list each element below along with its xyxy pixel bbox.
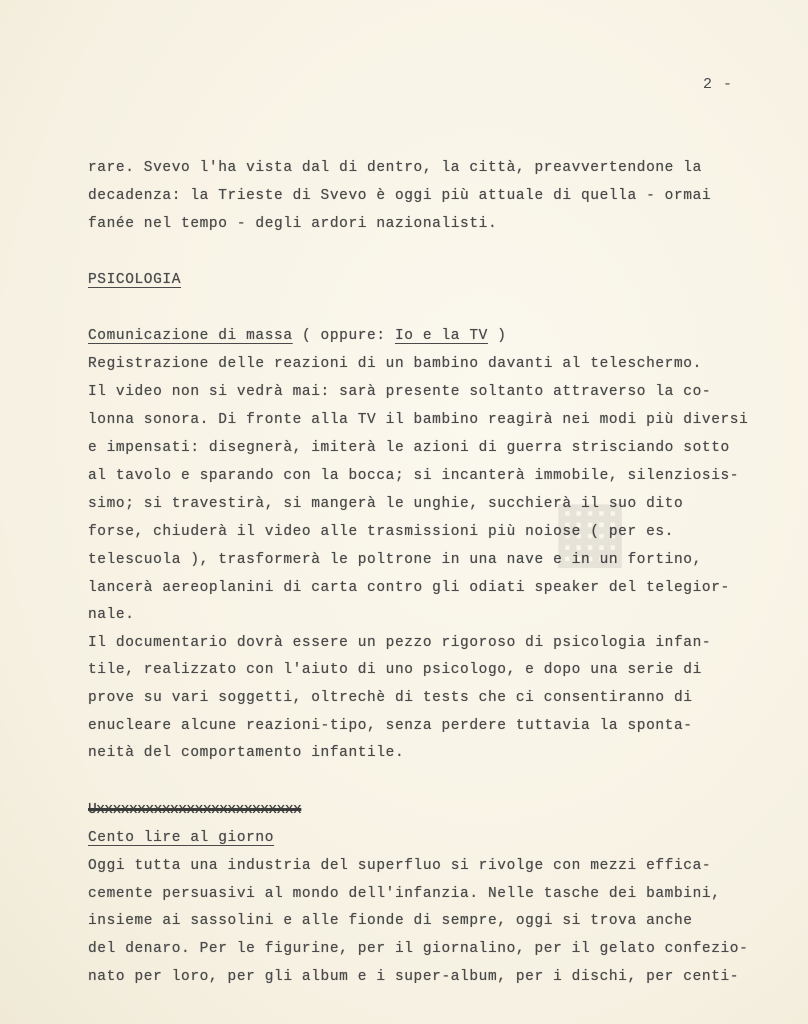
topic-heading	[88, 326, 507, 346]
body-line: lancerà aereoplanini di carta contro gli odiati speaker del telegior-	[88, 580, 730, 596]
body-line: prove su vari soggetti, oltrechè di tests che ci consentiranno di	[88, 690, 693, 706]
topic-alt-suffix: )	[487, 328, 507, 344]
body-line: forse, chiuderà il video alle trasmissioni più noiose ( per es.	[88, 524, 674, 540]
body-line: Il video non si vedrà mai: sarà presente soltanto attraverso la co-	[88, 384, 712, 400]
body-line: rare. Svevo l'ha vista dal di dentro, la città, preavvertendone la	[88, 160, 702, 176]
struck-out-line: Uxxxxxxxxxxxxxxxxxxxxxxxxx	[88, 802, 302, 818]
body-line: e impensati: disegnerà, imiterà le azioni di guerra strisciando sotto	[88, 440, 730, 456]
body-line: nato per loro, per gli album e i super-album, per i dischi, per centi-	[88, 969, 740, 985]
body-line: Oggi tutta una industria del superfluo si rivolge con mezzi effica-	[88, 858, 712, 874]
body-line: al tavolo e sparando con la bocca; si incanterà immobile, silenziosis-	[88, 468, 740, 484]
body-line: enucleare alcune reazioni-tipo, senza perdere tuttavia la sponta-	[88, 718, 693, 734]
body-line: insieme ai sassolini e alle fionde di sempre, oggi si trova anche	[88, 913, 693, 929]
body-line: telescuola ), trasformerà le poltrone in una nave e in un fortino,	[88, 552, 702, 568]
page-number: 2 -	[703, 76, 734, 93]
topic-alt-title: Io e la TV	[394, 328, 488, 344]
topic-title: Cento lire al giorno	[88, 830, 275, 846]
watermark-logo: ▦	[552, 485, 628, 574]
body-line: simo; si travestirà, si mangerà le unghie, succhierà il suo dito	[88, 496, 684, 512]
body-line: del denaro. Per le figurine, per il giornalino, per il gelato confezio-	[88, 941, 749, 957]
body-line: nale.	[88, 607, 135, 623]
topic-alt-prefix: ( oppure:	[292, 328, 395, 344]
body-line: decadenza: la Trieste di Svevo è oggi più attuale di quella - ormai	[88, 188, 712, 204]
body-line: Registrazione delle reazioni di un bambino davanti al teleschermo.	[88, 356, 702, 372]
body-line: neità del comportamento infantile.	[88, 745, 405, 761]
body-line: lonna sonora. Di fronte alla TV il bambino reagirà nei modi più diversi	[88, 412, 749, 428]
section-heading: PSICOLOGIA	[88, 272, 182, 288]
body-line: cemente persuasivi al mondo dell'infanzia. Nelle tasche dei bambini,	[88, 886, 721, 902]
body-line: fanée nel tempo - degli ardori nazionalisti.	[88, 216, 498, 232]
body-line: Il documentario dovrà essere un pezzo rigoroso di psicologia infan-	[88, 635, 712, 651]
body-line: tile, realizzato con l'aiuto di uno psicologo, e dopo una serie di	[88, 662, 702, 678]
topic-title: Comunicazione di massa	[88, 328, 293, 344]
